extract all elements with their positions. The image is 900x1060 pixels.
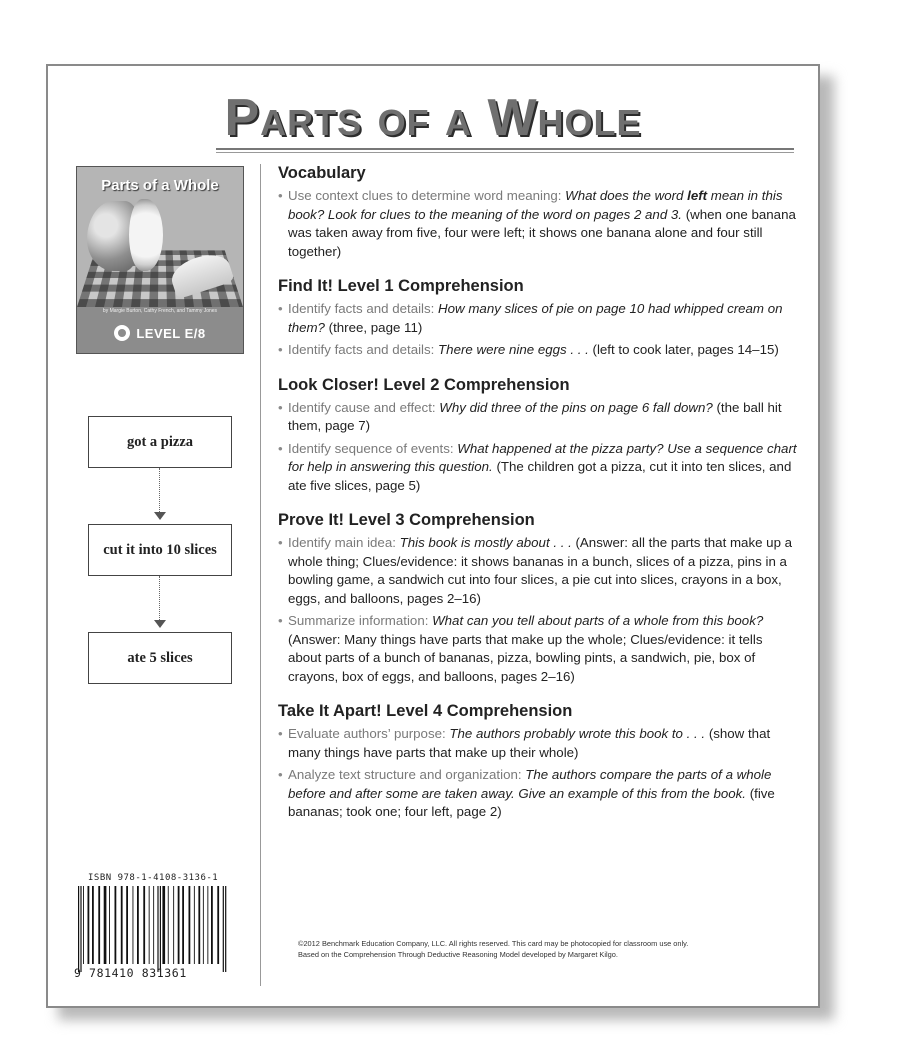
question-text: The authors compare the parts of a whole before and after some are taken away. Give an example of this from the book. (288, 767, 772, 801)
flow-step-2: cut it into 10 slices (88, 524, 232, 576)
barcode-bar (178, 886, 180, 964)
barcode-bar (217, 886, 219, 964)
teaching-card (46, 64, 820, 1008)
barcode-bar (121, 886, 123, 964)
barcode-bar (126, 886, 128, 964)
title-underline (216, 148, 794, 150)
flow-step-3: ate 5 slices (88, 632, 232, 684)
barcode-bar (133, 886, 134, 964)
list-item (278, 440, 798, 496)
section-heading: Take It Apart! Level 4 Comprehension (278, 702, 573, 720)
question-text: What can you tell about parts of a whole from this book? (432, 613, 764, 628)
isbn-label: ISBN 978-1-4108-3136-1 (88, 873, 219, 883)
question-keyword: left (687, 188, 708, 203)
answer-text: (five bananas; took one; four left, page 2) (288, 785, 775, 819)
attribution-line: Based on the Comprehension Through Deductive Reasoning Model developed by Margaret Kilgo. (298, 950, 618, 959)
barcode-bar (98, 886, 100, 964)
barcode-bar (168, 886, 169, 964)
answer-text: (Answer: all the parts that make up a whole thing; Clues/evidence: it shows bananas in a bunch, slices of a pizza, pins in a bowling game, a sandwich cut into four slices, a pie cut into slices, crayons in a box, eggs, and balloons, pages 2–16) (288, 535, 793, 606)
column-divider (260, 164, 261, 986)
section-level-3 (278, 511, 798, 686)
list-item (278, 766, 798, 822)
level-logo-icon (114, 325, 130, 341)
section-level-1 (278, 277, 798, 360)
section-level-2 (278, 376, 798, 496)
barcode-bar (88, 886, 90, 964)
skill-label: Identify facts and details: (288, 342, 439, 357)
skill-label: Identify main idea: (288, 535, 400, 550)
barcode-bar (115, 886, 117, 964)
barcode-bar (207, 886, 208, 964)
barcode-bar (104, 886, 107, 964)
apple-cut-face-icon (129, 199, 163, 271)
barcode-bar (189, 886, 191, 964)
barcode-bar (225, 886, 226, 972)
arrow-down-icon (154, 512, 166, 520)
barcode-image (76, 886, 240, 974)
section-heading: Prove It! Level 3 Comprehension (278, 511, 535, 529)
answer-text: (Answer: Many things have parts that make up the whole; Clues/evidence: it tells about parts of a bunch of bananas, pizza, bowling pints, a sandwich, pie, box of crayons, box of eggs, and balloons, pages 2–16) (288, 631, 763, 684)
question-text: The authors probably wrote this book to . . . (449, 726, 706, 741)
barcode-bar (153, 886, 154, 964)
skill-label: Identify cause and effect: (288, 399, 440, 415)
barcode-bar (203, 886, 204, 964)
question-part: What does the word (565, 188, 688, 203)
skill-label: Evaluate authors’ purpose: (288, 726, 450, 741)
list-item (278, 399, 798, 436)
question-text: There were nine eggs . . . (438, 342, 589, 357)
cover-credits: by Margie Burton, Cathy French, and Tammy Jones (102, 308, 218, 314)
barcode-digits: 9 781410 831361 (74, 966, 187, 980)
comprehension-questions (278, 164, 798, 838)
arrow-down-icon (154, 620, 166, 628)
flow-connector-1 (159, 468, 160, 512)
barcode-bar (223, 886, 224, 972)
answer-text: (left to cook later, pages 14–15) (588, 342, 779, 357)
question-text: This book is mostly about . . . (399, 535, 572, 550)
question-text: Why did three of the pins on page 6 fall down? (439, 399, 713, 415)
list-item (278, 534, 798, 608)
answer-text: (The children got a pizza, cut it into ten slices, and ate five slices, page 5) (288, 459, 792, 493)
barcode-bar (211, 886, 213, 964)
barcode-bar (194, 886, 195, 964)
section-heading: Find It! Level 1 Comprehension (278, 277, 524, 295)
list-item (278, 187, 798, 261)
cover-level-badge (77, 325, 243, 341)
barcode-bar (160, 886, 161, 972)
barcode-bar (137, 886, 139, 964)
barcode-bar (173, 886, 174, 964)
answer-text: (three, page 11) (324, 319, 423, 335)
question-text: How many slices of pie on page 10 had whipped cream on them? (288, 301, 783, 335)
barcode-bar (143, 886, 145, 964)
flow-step-1: got a pizza (88, 416, 232, 468)
section-heading: Vocabulary (278, 164, 366, 182)
list-item (278, 612, 798, 686)
skill-label: Identify sequence of events: (288, 440, 458, 456)
skill-label: Identify facts and details: (288, 301, 439, 316)
list-item (278, 725, 798, 762)
answer-text: (show that many things have parts that make up their whole) (288, 726, 771, 760)
cover-title: Parts of a Whole (101, 177, 219, 194)
page-title: Parts of a Whole (224, 89, 642, 147)
barcode-bar (149, 886, 150, 964)
section-level-4 (278, 702, 798, 822)
title-underline-thin (216, 152, 794, 153)
book-cover-image (76, 166, 244, 354)
section-heading: Look Closer! Level 2 Comprehension (278, 375, 570, 394)
flow-connector-2 (159, 576, 160, 620)
barcode-bar (162, 886, 165, 964)
barcode-bar (157, 886, 158, 972)
skill-label: Summarize information: (288, 613, 433, 628)
question-text: What happened at the pizza party? Use a sequence chart for help in answering this question. (288, 440, 797, 474)
barcode-bar (92, 886, 94, 964)
barcode-bar (78, 886, 79, 972)
barcode-bar (80, 886, 81, 972)
answer-text: (the ball hit them, page 7) (288, 399, 782, 433)
list-item (278, 341, 798, 360)
barcode-bar (83, 886, 84, 964)
question-part: mean in this book? Look for clues to the meaning of the word on pages 2 and 3. (288, 188, 783, 222)
section-vocabulary (278, 164, 798, 261)
cover-level-text: LEVEL E/8 (136, 326, 206, 341)
copyright-line: ©2012 Benchmark Education Company, LLC. All rights reserved. This card may be photocopied for classroom use only. (298, 939, 689, 948)
copyright-footer (298, 938, 778, 960)
answer-text: (when one banana was taken away from five, four were left; it shows one banana alone and four still together) (288, 206, 796, 259)
list-item (278, 300, 798, 337)
skill-label: Use context clues to determine word meaning: (288, 188, 566, 203)
barcode-bar (182, 886, 184, 964)
skill-label: Analyze text structure and organization: (288, 767, 526, 782)
barcode-bar (109, 886, 110, 964)
barcode-bar (198, 886, 200, 964)
